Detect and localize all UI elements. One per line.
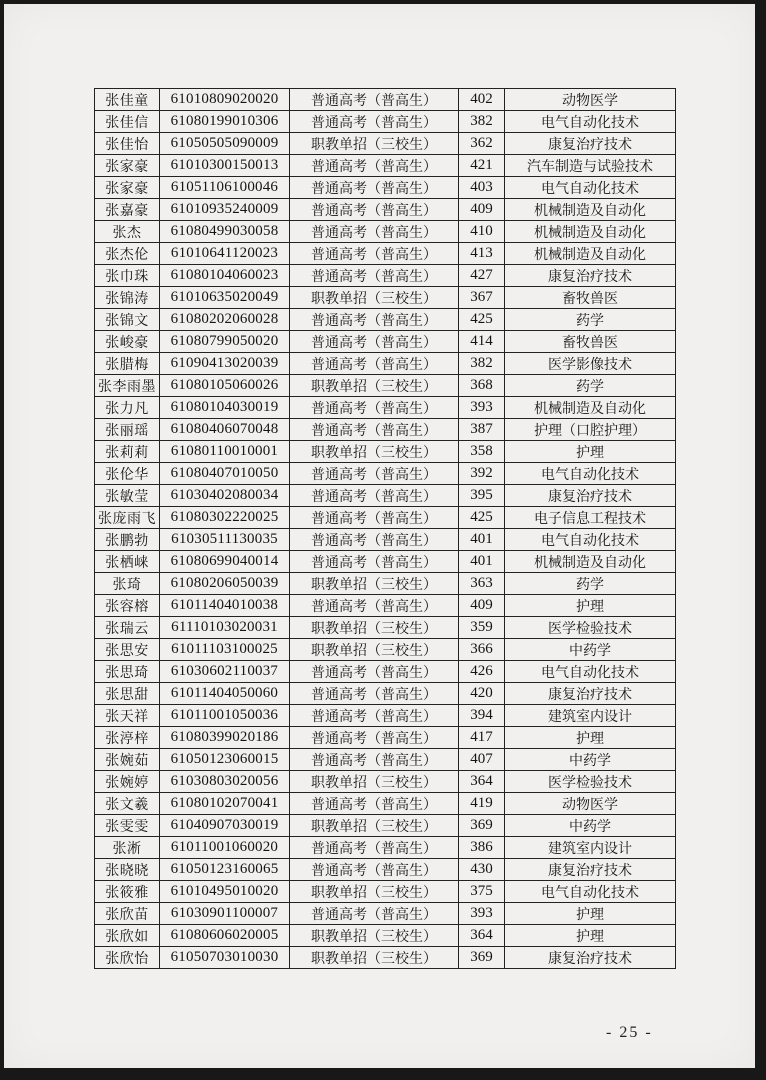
- major-cell: 电气自动化技术: [505, 661, 676, 683]
- table-row: [95, 309, 676, 331]
- exam-number-cell: 61080102070041: [160, 793, 290, 815]
- major-cell: 护理: [505, 925, 676, 947]
- exam-number-cell: 61030602110037: [160, 661, 290, 683]
- exam-number-cell: 61030402080034: [160, 485, 290, 507]
- student-name-cell: 张峻豪: [95, 331, 160, 353]
- score-cell: 419: [459, 793, 505, 815]
- exam-number-cell: 61080399020186: [160, 727, 290, 749]
- major-cell: 中药学: [505, 639, 676, 661]
- exam-type-cell: 普通高考（普高生）: [290, 661, 459, 683]
- student-name-cell: 张锦涛: [95, 287, 160, 309]
- student-name-cell: 张婉茹: [95, 749, 160, 771]
- table-row: [95, 705, 676, 727]
- major-cell: 医学影像技术: [505, 353, 676, 375]
- student-name-cell: 张巾珠: [95, 265, 160, 287]
- exam-type-cell: 职教单招（三校生）: [290, 815, 459, 837]
- table-row: [95, 375, 676, 397]
- exam-number-cell: 61010495010020: [160, 881, 290, 903]
- exam-type-cell: 职教单招（三校生）: [290, 771, 459, 793]
- score-cell: 364: [459, 771, 505, 793]
- table-row: [95, 397, 676, 419]
- major-cell: 医学检验技术: [505, 617, 676, 639]
- major-cell: 护理: [505, 595, 676, 617]
- score-cell: 387: [459, 419, 505, 441]
- major-cell: 机械制造及自动化: [505, 551, 676, 573]
- student-name-cell: 张伦华: [95, 463, 160, 485]
- score-cell: 394: [459, 705, 505, 727]
- exam-type-cell: 普通高考（普高生）: [290, 309, 459, 331]
- exam-type-cell: 普通高考（普高生）: [290, 331, 459, 353]
- exam-type-cell: 职教单招（三校生）: [290, 133, 459, 155]
- score-cell: 409: [459, 595, 505, 617]
- exam-number-cell: 61011103100025: [160, 639, 290, 661]
- score-cell: 430: [459, 859, 505, 881]
- score-cell: 382: [459, 353, 505, 375]
- score-cell: 410: [459, 221, 505, 243]
- exam-number-cell: 61090413020039: [160, 353, 290, 375]
- table-row: [95, 595, 676, 617]
- exam-number-cell: 61080302220025: [160, 507, 290, 529]
- student-name-cell: 张容榕: [95, 595, 160, 617]
- table-row: [95, 111, 676, 133]
- score-cell: 362: [459, 133, 505, 155]
- student-name-cell: 张琦: [95, 573, 160, 595]
- score-cell: 392: [459, 463, 505, 485]
- score-cell: 393: [459, 397, 505, 419]
- exam-type-cell: 职教单招（三校生）: [290, 925, 459, 947]
- table-row: [95, 749, 676, 771]
- exam-number-cell: 61080407010050: [160, 463, 290, 485]
- exam-number-cell: 61080206050039: [160, 573, 290, 595]
- score-cell: 425: [459, 309, 505, 331]
- table-row: [95, 815, 676, 837]
- score-cell: 407: [459, 749, 505, 771]
- table-row: [95, 881, 676, 903]
- exam-type-cell: 普通高考（普高生）: [290, 485, 459, 507]
- score-cell: 367: [459, 287, 505, 309]
- student-name-cell: 张晓晓: [95, 859, 160, 881]
- table-row: [95, 507, 676, 529]
- score-cell: 359: [459, 617, 505, 639]
- score-cell: 401: [459, 551, 505, 573]
- major-cell: 动物医学: [505, 89, 676, 111]
- student-name-cell: 张庞雨飞: [95, 507, 160, 529]
- major-cell: 药学: [505, 375, 676, 397]
- table-row: [95, 771, 676, 793]
- score-cell: 375: [459, 881, 505, 903]
- exam-number-cell: 61030901100007: [160, 903, 290, 925]
- table-row: [95, 243, 676, 265]
- table-row: [95, 265, 676, 287]
- major-cell: 电气自动化技术: [505, 881, 676, 903]
- exam-number-cell: 61030803020056: [160, 771, 290, 793]
- major-cell: 中药学: [505, 815, 676, 837]
- student-name-cell: 张欣如: [95, 925, 160, 947]
- table-row: [95, 199, 676, 221]
- student-name-cell: 张锦文: [95, 309, 160, 331]
- table-row: [95, 441, 676, 463]
- table-row: [95, 485, 676, 507]
- score-cell: 402: [459, 89, 505, 111]
- exam-type-cell: 普通高考（普高生）: [290, 749, 459, 771]
- table-row: [95, 551, 676, 573]
- admission-table-body: [95, 89, 676, 969]
- exam-type-cell: 职教单招（三校生）: [290, 947, 459, 969]
- exam-number-cell: 61010641120023: [160, 243, 290, 265]
- student-name-cell: 张丽瑶: [95, 419, 160, 441]
- student-name-cell: 张佳童: [95, 89, 160, 111]
- admission-list-table: [94, 88, 676, 969]
- student-name-cell: 张李雨墨: [95, 375, 160, 397]
- exam-number-cell: 61011001050036: [160, 705, 290, 727]
- exam-type-cell: 普通高考（普高生）: [290, 89, 459, 111]
- exam-number-cell: 61080104060023: [160, 265, 290, 287]
- exam-type-cell: 职教单招（三校生）: [290, 639, 459, 661]
- major-cell: 畜牧兽医: [505, 331, 676, 353]
- exam-number-cell: 61010300150013: [160, 155, 290, 177]
- score-cell: 358: [459, 441, 505, 463]
- exam-number-cell: 61010935240009: [160, 199, 290, 221]
- score-cell: 421: [459, 155, 505, 177]
- table-row: [95, 793, 676, 815]
- student-name-cell: 张莉莉: [95, 441, 160, 463]
- major-cell: 电气自动化技术: [505, 529, 676, 551]
- table-row: [95, 617, 676, 639]
- major-cell: 汽车制造与试验技术: [505, 155, 676, 177]
- table-row: [95, 331, 676, 353]
- major-cell: 康复治疗技术: [505, 485, 676, 507]
- score-cell: 409: [459, 199, 505, 221]
- exam-type-cell: 普通高考（普高生）: [290, 529, 459, 551]
- score-cell: 369: [459, 815, 505, 837]
- table-row: [95, 353, 676, 375]
- exam-number-cell: 61050703010030: [160, 947, 290, 969]
- exam-number-cell: 61110103020031: [160, 617, 290, 639]
- major-cell: 康复治疗技术: [505, 859, 676, 881]
- score-cell: 414: [459, 331, 505, 353]
- scanned-page: [4, 4, 755, 1068]
- major-cell: 电气自动化技术: [505, 463, 676, 485]
- score-cell: 426: [459, 661, 505, 683]
- table-row: [95, 837, 676, 859]
- student-name-cell: 张栖崃: [95, 551, 160, 573]
- major-cell: 机械制造及自动化: [505, 243, 676, 265]
- exam-number-cell: 61030511130035: [160, 529, 290, 551]
- major-cell: 动物医学: [505, 793, 676, 815]
- student-name-cell: 张佳信: [95, 111, 160, 133]
- major-cell: 电子信息工程技术: [505, 507, 676, 529]
- exam-type-cell: 普通高考（普高生）: [290, 243, 459, 265]
- student-name-cell: 张渟梓: [95, 727, 160, 749]
- exam-number-cell: 61050505090009: [160, 133, 290, 155]
- table-row: [95, 463, 676, 485]
- score-cell: 382: [459, 111, 505, 133]
- score-cell: 368: [459, 375, 505, 397]
- major-cell: 康复治疗技术: [505, 683, 676, 705]
- student-name-cell: 张腊梅: [95, 353, 160, 375]
- student-name-cell: 张文羲: [95, 793, 160, 815]
- exam-number-cell: 61080110010001: [160, 441, 290, 463]
- table-row: [95, 925, 676, 947]
- score-cell: 366: [459, 639, 505, 661]
- major-cell: 机械制造及自动化: [505, 199, 676, 221]
- exam-type-cell: 普通高考（普高生）: [290, 397, 459, 419]
- table-row: [95, 133, 676, 155]
- student-name-cell: 张欣苗: [95, 903, 160, 925]
- exam-type-cell: 普通高考（普高生）: [290, 419, 459, 441]
- table-row: [95, 859, 676, 881]
- major-cell: 电气自动化技术: [505, 111, 676, 133]
- exam-number-cell: 61050123060015: [160, 749, 290, 771]
- table-row: [95, 661, 676, 683]
- exam-type-cell: 普通高考（普高生）: [290, 177, 459, 199]
- exam-number-cell: 61080699040014: [160, 551, 290, 573]
- table-row: [95, 177, 676, 199]
- major-cell: 护理: [505, 727, 676, 749]
- exam-type-cell: 普通高考（普高生）: [290, 595, 459, 617]
- exam-type-cell: 职教单招（三校生）: [290, 573, 459, 595]
- score-cell: 393: [459, 903, 505, 925]
- major-cell: 畜牧兽医: [505, 287, 676, 309]
- exam-number-cell: 61050123160065: [160, 859, 290, 881]
- score-cell: 403: [459, 177, 505, 199]
- table-row: [95, 947, 676, 969]
- table-row: [95, 639, 676, 661]
- major-cell: 机械制造及自动化: [505, 221, 676, 243]
- student-name-cell: 张淅: [95, 837, 160, 859]
- student-name-cell: 张家豪: [95, 177, 160, 199]
- exam-type-cell: 普通高考（普高生）: [290, 903, 459, 925]
- exam-type-cell: 职教单招（三校生）: [290, 375, 459, 397]
- exam-type-cell: 普通高考（普高生）: [290, 859, 459, 881]
- score-cell: 369: [459, 947, 505, 969]
- page-number: - 25 -: [606, 1024, 653, 1041]
- exam-type-cell: 普通高考（普高生）: [290, 683, 459, 705]
- table-row: [95, 419, 676, 441]
- major-cell: 康复治疗技术: [505, 265, 676, 287]
- score-cell: 401: [459, 529, 505, 551]
- major-cell: 康复治疗技术: [505, 947, 676, 969]
- table-row: [95, 903, 676, 925]
- student-name-cell: 张嘉豪: [95, 199, 160, 221]
- exam-number-cell: 61010635020049: [160, 287, 290, 309]
- exam-number-cell: 61080202060028: [160, 309, 290, 331]
- score-cell: 364: [459, 925, 505, 947]
- student-name-cell: 张敏莹: [95, 485, 160, 507]
- major-cell: 康复治疗技术: [505, 133, 676, 155]
- major-cell: 药学: [505, 309, 676, 331]
- score-cell: 386: [459, 837, 505, 859]
- exam-number-cell: 61011404010038: [160, 595, 290, 617]
- score-cell: 395: [459, 485, 505, 507]
- exam-type-cell: 职教单招（三校生）: [290, 441, 459, 463]
- exam-type-cell: 普通高考（普高生）: [290, 199, 459, 221]
- exam-type-cell: 普通高考（普高生）: [290, 837, 459, 859]
- student-name-cell: 张雯雯: [95, 815, 160, 837]
- exam-type-cell: 普通高考（普高生）: [290, 265, 459, 287]
- major-cell: 建筑室内设计: [505, 705, 676, 727]
- exam-type-cell: 普通高考（普高生）: [290, 155, 459, 177]
- exam-type-cell: 职教单招（三校生）: [290, 617, 459, 639]
- exam-number-cell: 61051106100046: [160, 177, 290, 199]
- exam-number-cell: 61040907030019: [160, 815, 290, 837]
- table-row: [95, 529, 676, 551]
- exam-type-cell: 普通高考（普高生）: [290, 793, 459, 815]
- student-name-cell: 张筱雅: [95, 881, 160, 903]
- student-name-cell: 张婉婷: [95, 771, 160, 793]
- table-row: [95, 683, 676, 705]
- exam-type-cell: 普通高考（普高生）: [290, 463, 459, 485]
- exam-type-cell: 普通高考（普高生）: [290, 507, 459, 529]
- exam-type-cell: 普通高考（普高生）: [290, 727, 459, 749]
- exam-type-cell: 职教单招（三校生）: [290, 881, 459, 903]
- exam-number-cell: 61011001060020: [160, 837, 290, 859]
- student-name-cell: 张佳怡: [95, 133, 160, 155]
- exam-number-cell: 61080406070048: [160, 419, 290, 441]
- exam-type-cell: 普通高考（普高生）: [290, 221, 459, 243]
- student-name-cell: 张杰: [95, 221, 160, 243]
- score-cell: 413: [459, 243, 505, 265]
- student-name-cell: 张家豪: [95, 155, 160, 177]
- score-cell: 427: [459, 265, 505, 287]
- student-name-cell: 张力凡: [95, 397, 160, 419]
- student-name-cell: 张鹏勃: [95, 529, 160, 551]
- table-row: [95, 155, 676, 177]
- exam-type-cell: 职教单招（三校生）: [290, 287, 459, 309]
- score-cell: 425: [459, 507, 505, 529]
- exam-type-cell: 普通高考（普高生）: [290, 111, 459, 133]
- student-name-cell: 张天祥: [95, 705, 160, 727]
- table-row: [95, 287, 676, 309]
- student-name-cell: 张思甜: [95, 683, 160, 705]
- exam-number-cell: 61080499030058: [160, 221, 290, 243]
- student-name-cell: 张思安: [95, 639, 160, 661]
- exam-type-cell: 普通高考（普高生）: [290, 705, 459, 727]
- major-cell: 护理: [505, 903, 676, 925]
- major-cell: 中药学: [505, 749, 676, 771]
- exam-number-cell: 61011404050060: [160, 683, 290, 705]
- major-cell: 护理（口腔护理）: [505, 419, 676, 441]
- student-name-cell: 张瑞云: [95, 617, 160, 639]
- exam-type-cell: 普通高考（普高生）: [290, 353, 459, 375]
- student-name-cell: 张思琦: [95, 661, 160, 683]
- score-cell: 417: [459, 727, 505, 749]
- exam-number-cell: 61010809020020: [160, 89, 290, 111]
- exam-number-cell: 61080606020005: [160, 925, 290, 947]
- exam-number-cell: 61080104030019: [160, 397, 290, 419]
- major-cell: 电气自动化技术: [505, 177, 676, 199]
- table-row: [95, 573, 676, 595]
- exam-number-cell: 61080199010306: [160, 111, 290, 133]
- table-row: [95, 221, 676, 243]
- score-cell: 363: [459, 573, 505, 595]
- exam-number-cell: 61080105060026: [160, 375, 290, 397]
- student-name-cell: 张杰伦: [95, 243, 160, 265]
- major-cell: 药学: [505, 573, 676, 595]
- major-cell: 医学检验技术: [505, 771, 676, 793]
- student-name-cell: 张欣怡: [95, 947, 160, 969]
- major-cell: 机械制造及自动化: [505, 397, 676, 419]
- score-cell: 420: [459, 683, 505, 705]
- table-row: [95, 89, 676, 111]
- major-cell: 建筑室内设计: [505, 837, 676, 859]
- exam-type-cell: 普通高考（普高生）: [290, 551, 459, 573]
- table-row: [95, 727, 676, 749]
- exam-number-cell: 61080799050020: [160, 331, 290, 353]
- major-cell: 护理: [505, 441, 676, 463]
